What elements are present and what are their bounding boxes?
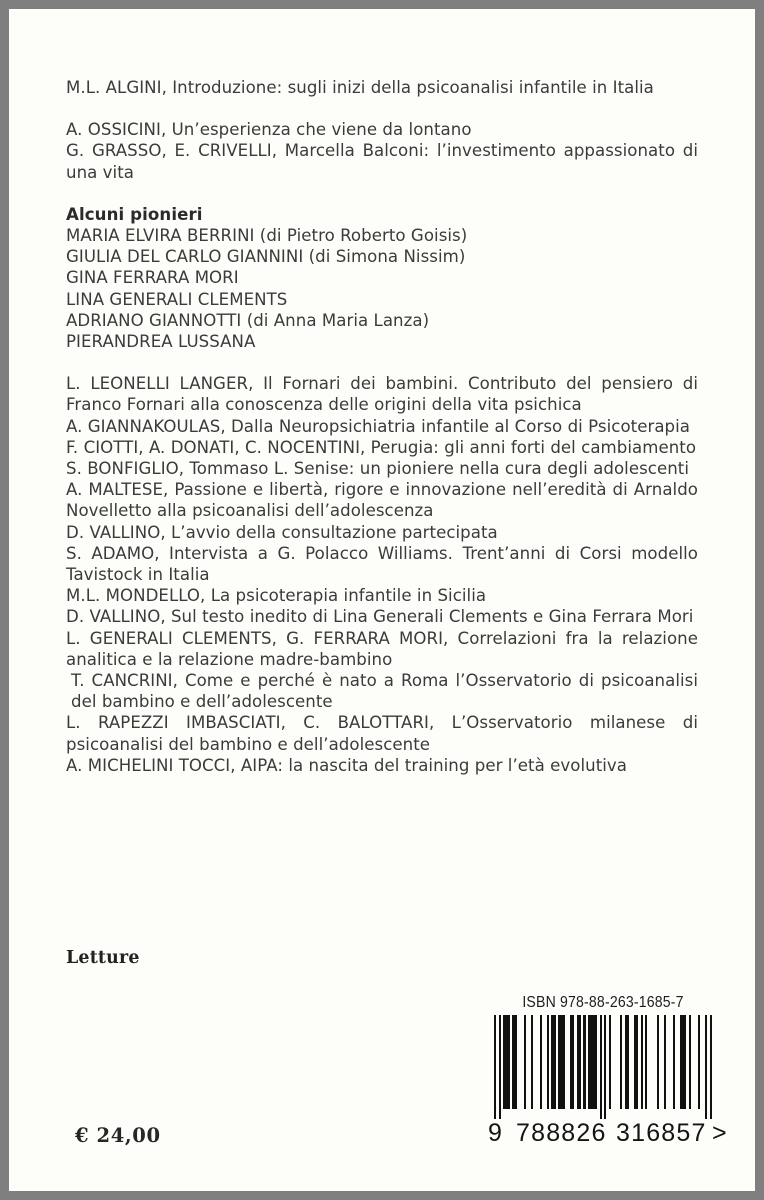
contents-entry: F. CIOTTI, A. DONATI, C. NOCENTINI, Perugia: gli anni forti del cambiamento [66, 437, 697, 457]
contents-entry: S. ADAMO, Intervista a G. Polacco Williams. Trent’anni di Corsi modello Tavistock in Italia [66, 543, 698, 585]
barcode-bar [503, 1015, 510, 1109]
contents-text-block [66, 77, 698, 776]
barcode-bar [664, 1015, 666, 1109]
contents-entry: L. GENERALI CLEMENTS, G. FERRARA MORI, Correlazioni fra la relazione analitica e la relazione madre-bambino [66, 628, 698, 669]
barcode-bar [524, 1015, 526, 1109]
spacer [66, 352, 698, 373]
barcode-digit-group-2: 316857 [616, 1119, 707, 1147]
second-entry-group [66, 119, 698, 183]
contents-entry: G. GRASSO, E. CRIVELLI, Marcella Balconi: l’investimento appassionato di una vita [66, 141, 698, 182]
barcode-bar [645, 1015, 647, 1109]
pioneer-name: PIERANDREA LUSSANA [66, 332, 256, 352]
barcode-digits [488, 1119, 728, 1147]
barcode-bar [570, 1015, 574, 1109]
intro-entry-group [66, 77, 698, 98]
contents-entry: M.L. ALGINI, Introduzione: sugli inizi della psicoanalisi infantile in Italia [66, 78, 654, 97]
main-entry-group [66, 373, 698, 776]
barcode-bar [705, 1015, 707, 1119]
contents-entry: A. OSSICINI, Un’esperienza che viene da lontano [66, 120, 472, 140]
pioneer-name: MARIA ELVIRA BERRINI (di Pietro Roberto Goisis) [66, 226, 468, 246]
contents-entry: D. VALLINO, L’avvio della consultazione partecipata [66, 522, 498, 542]
barcode-bar [540, 1015, 542, 1109]
contents-entry: L. RAPEZZI IMBASCIATI, C. BALOTTARI, L’Osservatorio milanese di psicoanalisi del bambino e dell’adolescente [66, 713, 698, 754]
barcode-bar [657, 1015, 659, 1109]
section-heading-pionieri: Alcuni pionieri [66, 204, 203, 224]
barcode-bar [583, 1015, 585, 1109]
contents-entry: M.L. MONDELLO, La psicoterapia infantile in Sicilia [66, 586, 487, 606]
barcode-bar [512, 1015, 516, 1109]
barcode-bar [600, 1015, 602, 1119]
contents-entry: A. MICHELINI TOCCI, AIPA: la nascita del training per l’età evolutiva [66, 755, 628, 775]
section-heading-letture: Letture [66, 948, 140, 968]
spacer [66, 183, 698, 204]
isbn-label: ISBN 978-88-263-1685-7 [522, 994, 684, 1011]
barcode-bar [698, 1015, 700, 1109]
barcode-bar [547, 1015, 549, 1109]
barcode-bar [634, 1015, 638, 1109]
barcode-bar [620, 1015, 622, 1109]
contents-entry: S. BONFIGLIO, Tommaso L. Senise: un pioniere nella cura degli adolescenti [66, 459, 689, 479]
barcode-bar [673, 1015, 675, 1109]
barcode-bar [577, 1015, 581, 1109]
contents-entry: A. GIANNAKOULAS, Dalla Neuropsichiatria infantile al Corso di Psicoterapia [66, 416, 691, 436]
barcode-digit-group-1: 788826 [516, 1119, 607, 1147]
barcode-bar [680, 1015, 687, 1109]
barcode-bar [558, 1015, 565, 1109]
barcode-digit-left: 9 [488, 1119, 504, 1147]
barcode-bars [494, 1015, 712, 1119]
barcode-bar [609, 1015, 611, 1109]
barcode-bar [551, 1015, 555, 1109]
barcode-digit-right: > [712, 1119, 728, 1147]
contents-entry: D. VALLINO, Sul testo inedito di Lina Generali Clements e Gina Ferrara Mori [66, 607, 694, 627]
pioneer-name: LINA GENERALI CLEMENTS [66, 289, 288, 309]
pioneers-group [66, 204, 698, 352]
price-label: € 24,00 [75, 1124, 161, 1147]
contents-entry: A. MALTESE, Passione e libertà, rigore e innovazione nell’eredità di Arnaldo Novelletto alla psicoanalisi dell’adolescenza [66, 480, 698, 521]
barcode-bar [710, 1015, 712, 1119]
spacer [66, 98, 698, 119]
contents-entry: T. CANCRINI, Come e perché è nato a Roma l’Osservatorio di psicoanalisi del bambino e dell’adolescente [71, 671, 698, 712]
book-back-cover-page [9, 9, 755, 1191]
barcode-bar [641, 1015, 643, 1109]
barcode-bar [499, 1015, 501, 1119]
barcode-bar [689, 1015, 691, 1109]
barcode-bar [494, 1015, 496, 1119]
pioneer-name: GINA FERRARA MORI [66, 268, 239, 288]
contents-entry: L. LEONELLI LANGER, Il Fornari dei bambini. Contributo del pensiero di Franco Fornari alla conoscenza delle origini della vita psichica [66, 374, 698, 415]
barcode-bar [588, 1015, 597, 1109]
barcode-block [488, 994, 728, 1147]
barcode-bar [625, 1015, 629, 1109]
barcode-bar [531, 1015, 533, 1109]
pioneer-name: GIULIA DEL CARLO GIANNINI (di Simona Nissim) [66, 247, 466, 267]
barcode-bar [604, 1015, 606, 1119]
pioneer-name: ADRIANO GIANNOTTI (di Anna Maria Lanza) [66, 310, 430, 330]
